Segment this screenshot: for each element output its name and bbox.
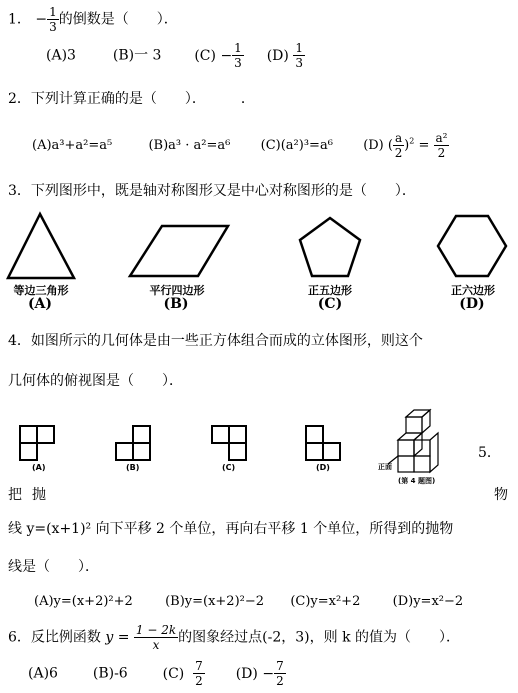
- q1-options: [46, 42, 305, 69]
- parallelogram-shape: [130, 226, 228, 276]
- q5-options: [34, 594, 463, 609]
- shape-name-d: 正六边形: [451, 284, 495, 297]
- shape-name-a: 等边三角形: [13, 284, 69, 297]
- q5-word-wu: 物: [494, 487, 508, 503]
- shape-name-c: 正五边形: [308, 284, 352, 297]
- q1-stem: 1． − $\frac{1}{3}$ 的倒数是（ ）．: [8, 5, 178, 34]
- q2-option-b[interactable]: (B)a³ · a²=a⁶: [148, 138, 231, 153]
- top-view-a: [20, 426, 54, 460]
- q1-text: 的倒数是（ ）．: [58, 11, 178, 28]
- q5-number: 5．: [478, 445, 501, 461]
- q2-option-d[interactable]: (D) ( $\frac{a}{2}$ )$^2$ = $\frac{\text{a²}}{2}$: [363, 131, 448, 160]
- front-label: 正面: [378, 463, 392, 471]
- q1-option-b[interactable]: (B)一 3: [112, 47, 162, 64]
- q5-line3: 线是（ ）．: [8, 559, 99, 575]
- q3-shapes: [0, 208, 518, 286]
- option-label-c[interactable]: (C): [222, 463, 236, 472]
- top-view-b: [116, 426, 150, 460]
- q5-word-pao: 抛: [32, 487, 46, 503]
- q5-option-b[interactable]: (B)y=(x+2)²−2: [165, 594, 265, 609]
- q5-option-a[interactable]: (A)y=(x+2)²+2: [34, 594, 133, 609]
- q4-line2: 几何体的俯视图是（ ）．: [8, 373, 183, 389]
- shape-option-b[interactable]: (B): [163, 296, 189, 312]
- top-view-c: [212, 426, 246, 460]
- q6-options: [28, 660, 286, 687]
- q1-number: 1．: [8, 11, 31, 28]
- q6-option-b[interactable]: (B)-6: [92, 665, 128, 682]
- figure-caption: (第 4 题图): [398, 477, 436, 485]
- q6-option-d[interactable]: (D) − $\frac{7}{2}$: [235, 659, 284, 688]
- q2-option-c[interactable]: (C)(a²)³=a⁶: [260, 138, 333, 153]
- option-label-a[interactable]: (A): [32, 463, 46, 472]
- shape-name-b: 平行四边形: [149, 284, 205, 297]
- q2-option-a[interactable]: (A)a³+a²=a⁵: [32, 138, 113, 153]
- top-view-d: [306, 426, 340, 460]
- shape-option-d[interactable]: (D): [459, 296, 485, 312]
- q6-fraction: $\frac{1 - 2k}{x}$: [135, 623, 177, 652]
- q1-option-d[interactable]: (D) $\frac{1}{3}$: [266, 41, 303, 70]
- hexagon-shape: [438, 216, 506, 276]
- q2-stem: 2．下列计算正确的是（ ）． ．: [8, 91, 255, 107]
- triangle-shape: [8, 214, 74, 278]
- q2-options: [32, 132, 449, 159]
- q4-figures: [0, 406, 518, 492]
- pentagon-shape: [300, 218, 360, 276]
- q1-fraction: $\frac{1}{3}$: [49, 5, 57, 34]
- option-label-b[interactable]: (B): [126, 463, 140, 472]
- option-label-d[interactable]: (D): [316, 463, 330, 472]
- q5-option-c[interactable]: (C)y=x²+2: [290, 594, 361, 609]
- q5-option-d[interactable]: (D)y=x²−2: [392, 594, 464, 609]
- q3-stem: 3．下列图形中，既是轴对称图形又是中心对称图形的是（ ）．: [8, 183, 416, 199]
- q6-option-a[interactable]: (A)6: [28, 665, 58, 682]
- shape-option-a[interactable]: (A): [27, 296, 53, 312]
- q6-stem: 6．反比例函数 y = $\frac{1 - 2k}{x}$ 的图象经过点(-2，3)，则 k 的值为（ ）．: [8, 623, 461, 652]
- q5-line2: 线 y=(x+1)² 向下平移 2 个单位，再向右平移 1 个单位，所得到的抛物: [8, 521, 454, 537]
- q5-word-ba: 把: [8, 487, 22, 503]
- cube-solid-figure: [388, 410, 438, 472]
- shape-option-c[interactable]: (C): [317, 296, 343, 312]
- q4-line1: 4．如图所示的几何体是由一些正方体组合而成的立体图形，则这个: [8, 333, 423, 349]
- q1-option-c[interactable]: (C) − $\frac{1}{3}$: [194, 41, 242, 70]
- q6-option-c[interactable]: (C) $\frac{7}{2}$: [162, 659, 203, 688]
- q1-option-a[interactable]: (A)3: [46, 47, 76, 64]
